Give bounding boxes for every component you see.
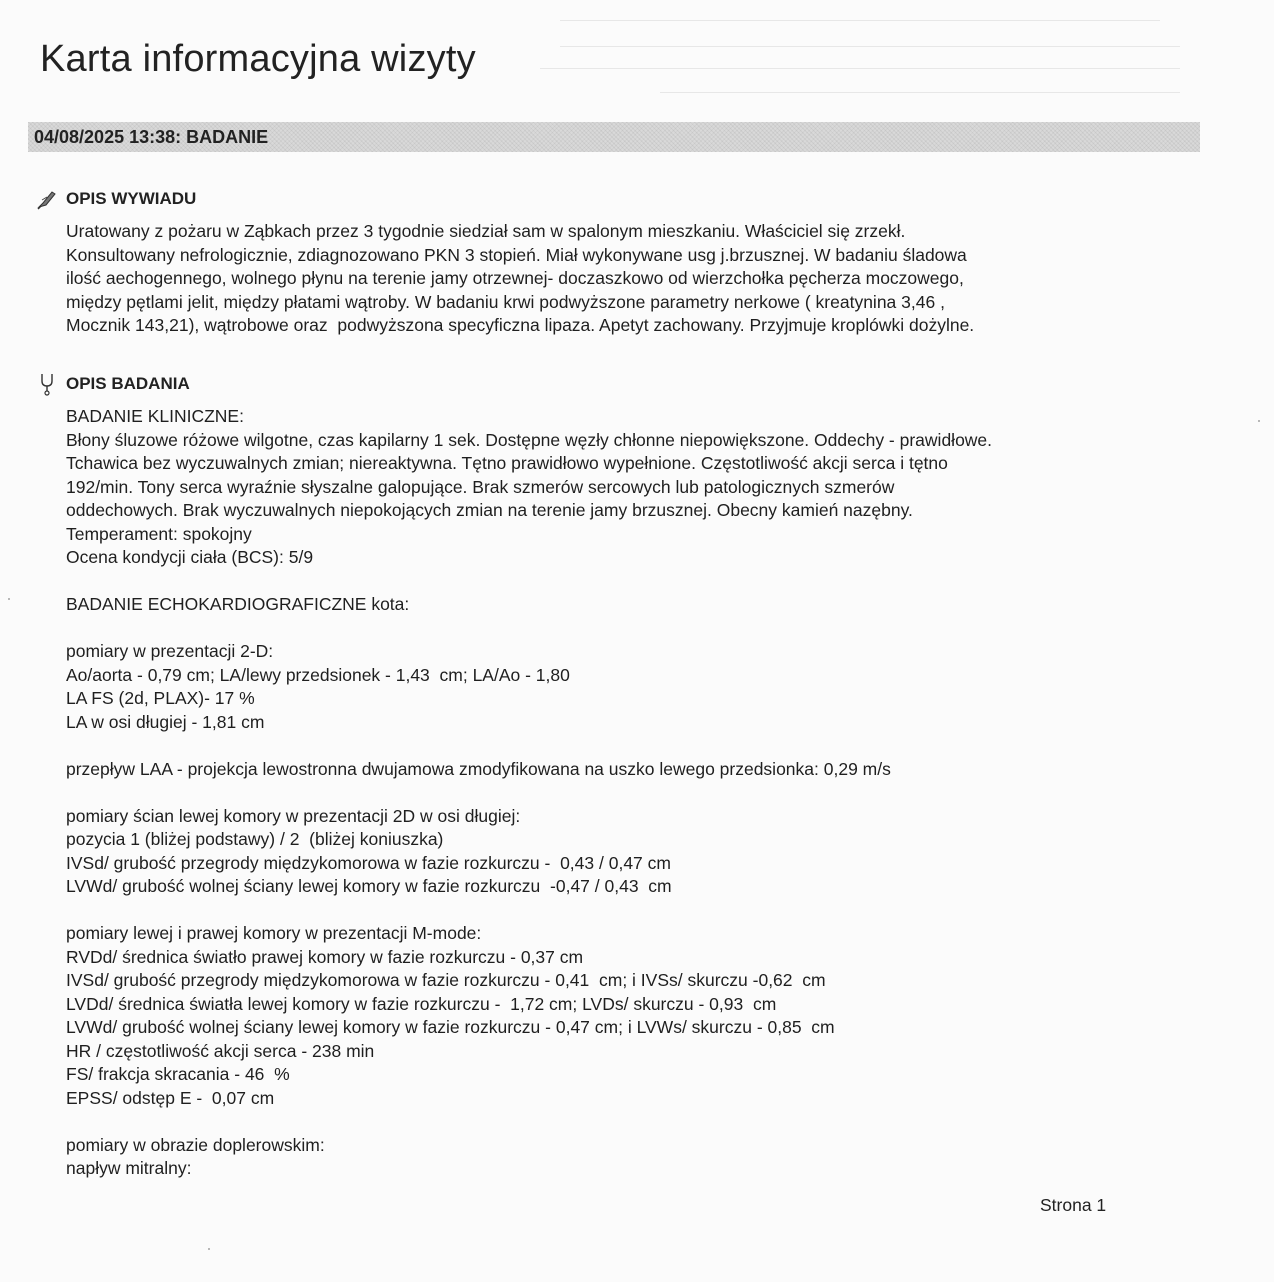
text-line: EPSS/ odstęp E - 0,07 cm [66, 1087, 275, 1108]
visit-header-text: 04/08/2025 13:38: BADANIE [34, 126, 269, 147]
scan-artifact [540, 68, 1180, 69]
text-line: pozycia 1 (bliżej podstawy) / 2 (bliżej koniuszka) [66, 829, 444, 849]
text-line: RVDd/ średnica światło prawej komory w fazie rozkurczu - 0,37 cm [66, 946, 584, 967]
pen-icon [36, 188, 58, 210]
text-line: Tchawica bez wyczuwalnych zmian; niereaktywna. Tętno prawidłowo wypełnione. Częstotliwość akcji serca i tętno [66, 453, 948, 473]
blank-line [66, 570, 992, 594]
text-line: FS/ frakcja skracania - 46 % [66, 1064, 290, 1084]
blank-line [66, 1110, 992, 1134]
text-line: Uratowany z pożaru w Ząbkach przez 3 tygodnie siedział sam w spalonym mieszkaniu. Właściciel się zrzekł. [66, 221, 906, 241]
text-line: Konsultowany nefrologicznie, zdiagnozowano PKN 3 stopień. Miał wykonywane usg j.brzusznej. W badaniu śladowa [66, 244, 967, 265]
text-line: pomiary w prezentacji 2-D: [66, 641, 274, 661]
text-line: Ao/aorta - 0,79 cm; LA/lewy przedsionek - 1,43 cm; LA/Ao - 1,80 [66, 664, 570, 685]
text-line: pomiary w obrazie doplerowskim: [66, 1134, 325, 1155]
text-line: LA w osi długiej - 1,81 cm [66, 711, 265, 732]
text-line: Temperament: spokojny [66, 523, 252, 544]
section-heading-label: OPIS BADANIA [66, 374, 190, 393]
text-line: pomiary ścian lewej komory w prezentacji 2D w osi długiej: [66, 805, 521, 826]
section-heading-label: OPIS WYWIADU [66, 189, 197, 208]
text-line: LA FS (2d, PLAX)- 17 % [66, 688, 255, 708]
scan-artifact [560, 46, 1180, 47]
text-line: LVWd/ grubość wolnej ściany lewej komory w fazie rozkurczu - 0,47 cm; i LVWs/ skurczu - 0,85 cm [66, 1017, 835, 1037]
text-line: Błony śluzowe różowe wilgotne, czas kapilarny 1 sek. Dostępne węzły chłonne niepowiększone. Oddechy - prawidłowe. [66, 429, 993, 450]
text-line: przepływ LAA - projekcja lewostronna dwujamowa zmodyfikowana na uszko lewego przedsionka: 0,29 m/s [66, 758, 891, 779]
page-title: Karta informacyjna wizyty [40, 38, 476, 80]
text-line: BADANIE KLINICZNE: [66, 406, 244, 426]
blank-line [66, 899, 992, 923]
text-line: IVSd/ grubość przegrody międzykomorowa w fazie rozkurczu - 0,41 cm; i IVSs/ skurczu -0,62 cm [66, 970, 826, 990]
scan-speck [1258, 420, 1260, 422]
blank-line [66, 617, 992, 641]
text-line: Mocznik 143,21), wątrobowe oraz podwyższona specyficzna lipaza. Apetyt zachowany. Przyjmuje kroplówki dożylne. [66, 315, 975, 335]
visit-header-bar [28, 122, 1200, 152]
text-line: napływ mitralny: [66, 1158, 192, 1178]
scan-artifact [560, 20, 1160, 21]
text-line: LVDd/ średnica światła lewej komory w fazie rozkurczu - 1,72 cm; LVDs/ skurczu - 0,93 cm [66, 993, 777, 1014]
text-line: oddechowych. Brak wyczuwalnych niepokojących zmian na terenie jamy brzusznej. Obecny kamień nazębny. [66, 500, 913, 520]
text-line: między pętlami jelit, między płatami wątroby. W badaniu krwi podwyższone parametry nerkowe ( kreatynina 3,46 , [66, 291, 945, 312]
scan-speck [208, 1248, 210, 1250]
section-heading-badanie [36, 372, 190, 396]
text-line: 192/min. Tony serca wyraźnie słyszalne galopujące. Brak szmerów sercowych lub patologicznych szmerów [66, 476, 895, 497]
text-line: HR / częstotliwość akcji serca - 238 min [66, 1040, 375, 1061]
text-line: ilość aechogennego, wolnego płynu na terenie jamy otrzewnej- doczaszkowo od wierzchołka pęcherza moczowego, [66, 268, 964, 288]
wywiad-text [66, 220, 974, 338]
stethoscope-icon [36, 372, 58, 396]
text-line: IVSd/ grubość przegrody międzykomorowa w fazie rozkurczu - 0,43 / 0,47 cm [66, 852, 671, 873]
scan-artifact [660, 92, 1180, 93]
scan-speck [8, 598, 10, 600]
text-line: pomiary lewej i prawej komory w prezentacji M-mode: [66, 923, 482, 943]
text-line: BADANIE ECHOKARDIOGRAFICZNE kota: [66, 594, 410, 614]
badanie-text [66, 405, 992, 1181]
text-line: Ocena kondycji ciała (BCS): 5/9 [66, 547, 314, 567]
blank-line [66, 734, 992, 758]
section-heading-wywiad [36, 188, 196, 210]
text-line: LVWd/ grubość wolnej ściany lewej komory w fazie rozkurczu -0,47 / 0,43 cm [66, 876, 672, 896]
blank-line [66, 781, 992, 805]
page-number: Strona 1 [1040, 1195, 1107, 1215]
